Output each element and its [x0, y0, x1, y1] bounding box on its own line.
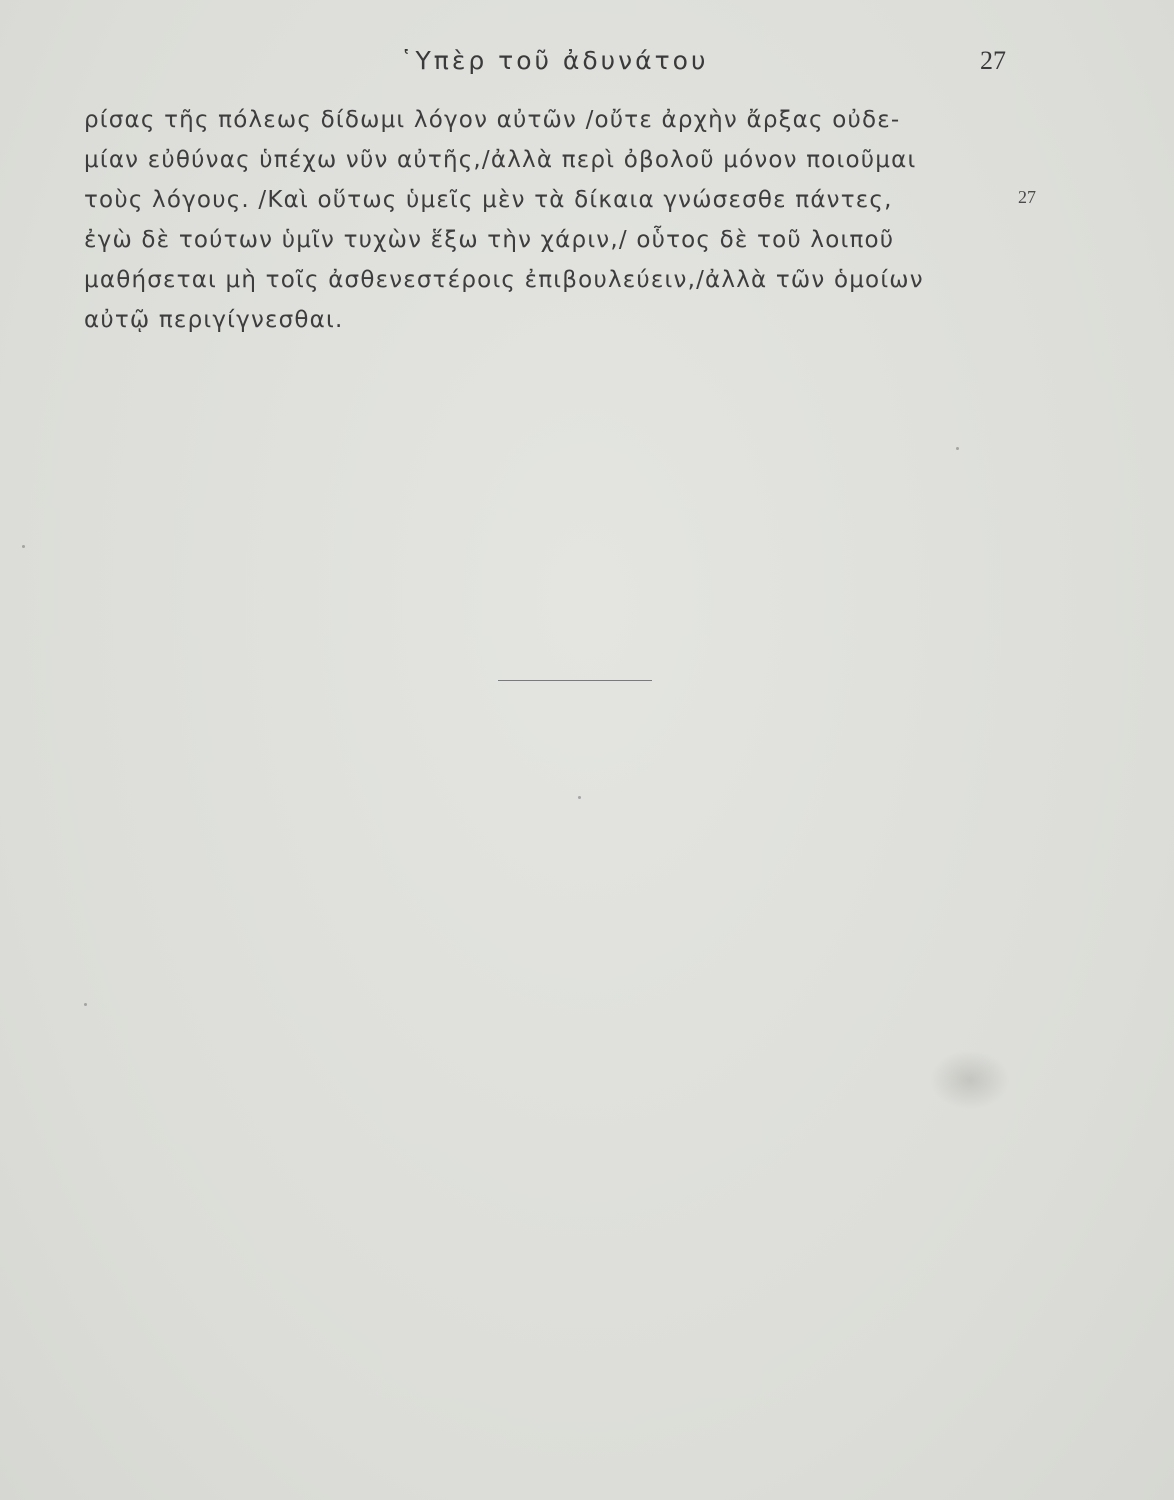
section-end-rule: [498, 680, 652, 681]
page-number: 27: [980, 46, 1006, 75]
running-title: ῾Υπὲρ τοῦ ἀδυνάτου: [400, 46, 709, 75]
text-line: ἐγὼ δὲ τούτων ὑμῖν τυχὼν ἕξω τὴν χάριν,/ οὗτος δὲ τοῦ λοιποῦ: [84, 227, 895, 253]
text-line: μίαν εὐθύνας ὑπέχω νῦν αὐτῆς,/ἀλλὰ περὶ ὀβολοῦ μόνον ποιοῦμαι: [84, 147, 917, 173]
running-head: [0, 46, 1174, 80]
text-line: αὐτῷ περιγίγνεσθαι.: [84, 307, 344, 333]
body-text: [84, 100, 1014, 340]
text-line: ρίσας τῆς πόλεως δίδωμι λόγον αὐτῶν /οὔτε ἀρχὴν ἄρξας οὐδε-: [84, 107, 901, 133]
paper-speck: [84, 1003, 87, 1006]
paper-stain: [930, 1050, 1010, 1110]
paper-speck: [956, 447, 959, 450]
paper-speck: [22, 545, 25, 548]
text-line: μαθήσεται μὴ τοῖς ἀσθενεστέροις ἐπιβουλεύειν,/ἀλλὰ τῶν ὁμοίων: [84, 267, 924, 293]
paper-speck: [578, 796, 581, 799]
text-line: τοὺς λόγους. /Καὶ οὕτως ὑμεῖς μὲν τὰ δίκαια γνώσεσθε πάντες,: [84, 187, 893, 213]
margin-line-number: 27: [1018, 187, 1036, 207]
